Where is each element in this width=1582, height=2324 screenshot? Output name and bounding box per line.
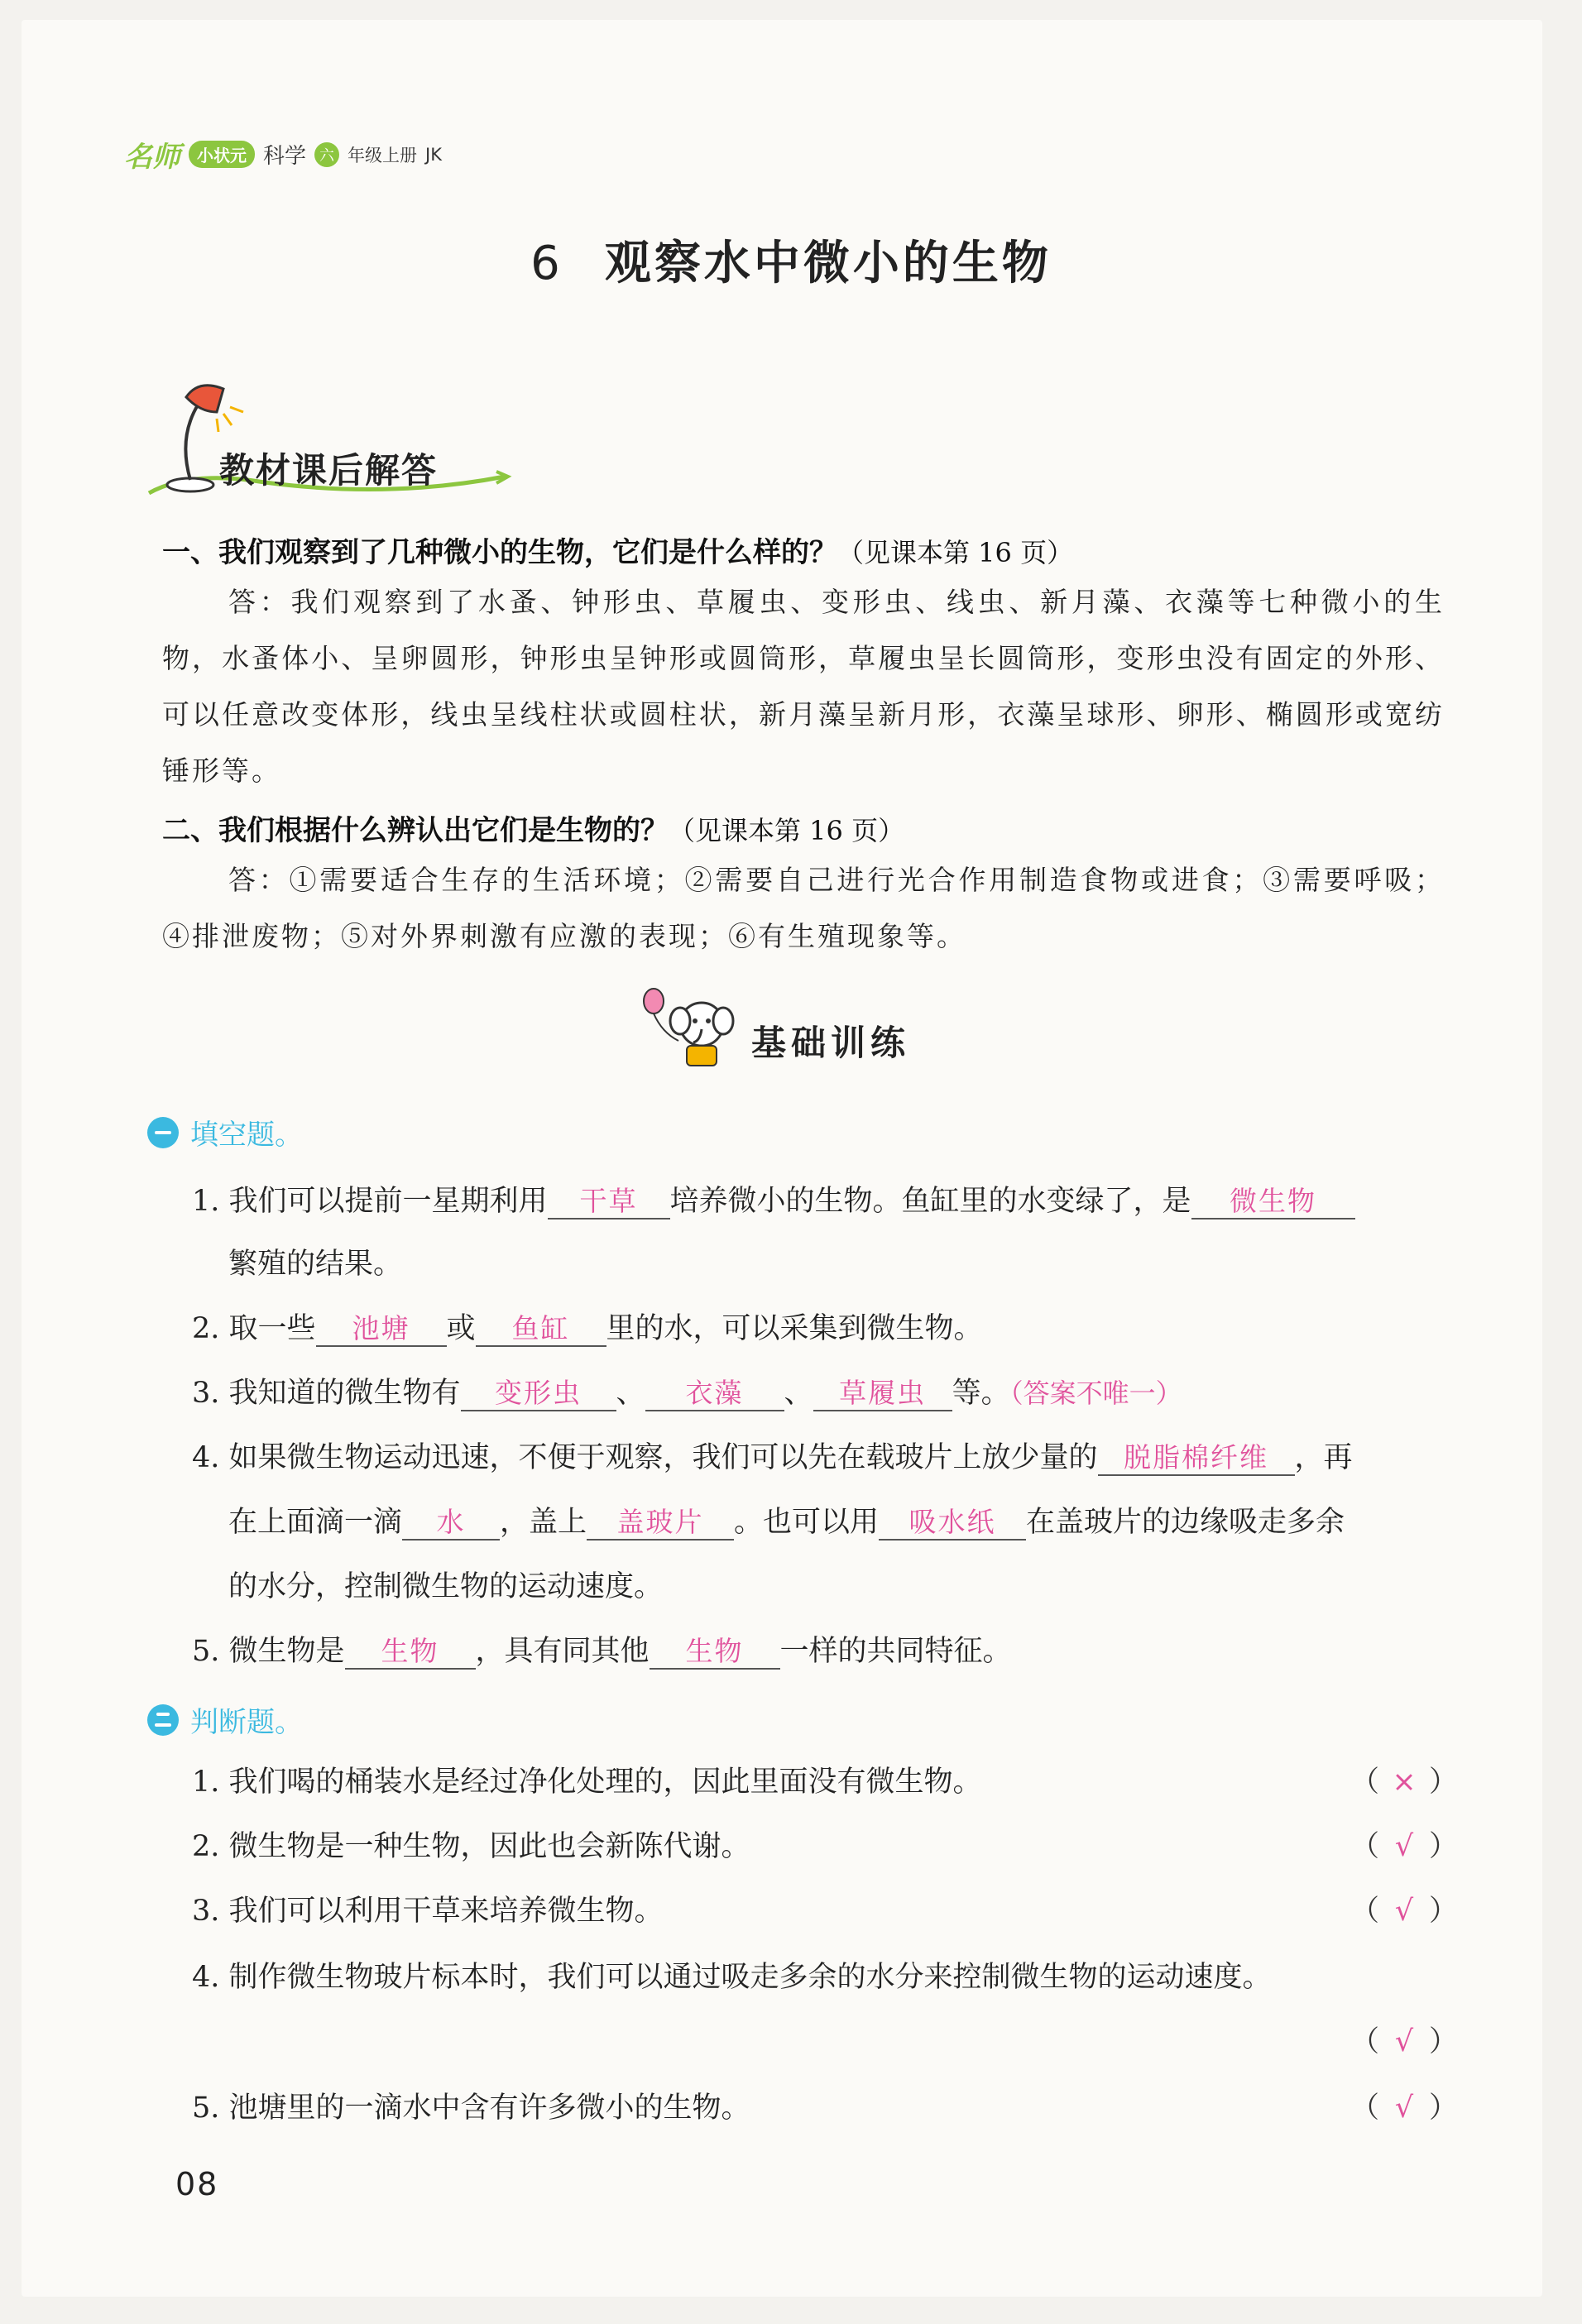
item-text: 4. 如果微生物运动迅速，不便于观察，我们可以先在载玻片上放少量的 (192, 1441, 1098, 1474)
question-ref: （见课本第 16 页） (669, 815, 905, 846)
item-text: ，盖上 (500, 1506, 587, 1539)
answer-blank[interactable]: 吸水纸 (879, 1506, 1026, 1541)
answer-value[interactable]: √ (1394, 1895, 1414, 1928)
fill-item-2 (192, 1312, 983, 1347)
answer-blank[interactable]: 变形虫 (461, 1377, 616, 1411)
item-text: 在盖玻片的边缘吸走多余 (1026, 1506, 1345, 1539)
item-text: 3. 我知道的微生物有 (192, 1377, 461, 1410)
item-text: 。也可以用 (734, 1506, 880, 1539)
page-number: 08 (175, 2166, 219, 2202)
question-2 (162, 807, 904, 848)
item-text: 5. 池塘里的一滴水中含有许多微小的生物。 (192, 2092, 750, 2125)
book-header (124, 134, 442, 175)
item-text: 、 (616, 1377, 645, 1410)
answer-blank[interactable]: 脱脂棉纤维 (1098, 1441, 1295, 1476)
fill-item-1-cont: 繁殖的结果。 (228, 1248, 403, 1281)
item-text: 里的水，可以采集到微生物。 (606, 1312, 983, 1345)
item-text: 5. 微生物是 (192, 1635, 345, 1668)
answer-blank[interactable]: 草履虫 (813, 1377, 952, 1411)
page-title (0, 227, 1582, 293)
section-title: 教材课后解答 (219, 450, 439, 491)
answer-blank[interactable]: 水 (402, 1506, 500, 1541)
part-label: 填空题。 (190, 1119, 303, 1152)
item-text: 在上面滴一滴 (228, 1506, 403, 1539)
elephant-balloon-icon (637, 983, 753, 1074)
question-1 (162, 529, 1073, 570)
answer-blank[interactable]: 池塘 (316, 1312, 447, 1347)
item-text: 3. 我们可以利用干草来培养微生物。 (192, 1895, 664, 1928)
brand-logo-badge: 小状元 (189, 141, 255, 168)
item-text: 等。 (952, 1377, 1010, 1410)
item-text: 2. 微生物是一种生物，因此也会新陈代谢。 (192, 1830, 750, 1863)
item-text: 1. 我们喝的桶装水是经过净化处理的，因此里面没有微生物。 (192, 1766, 982, 1799)
answer-blank[interactable]: 生物 (345, 1635, 476, 1670)
fill-item-3 (192, 1377, 1182, 1411)
answer-2: 答：①需要适合生存的生活环境；②需要自己进行光合作用制造食物或进食；③需要呼吸；④排泄废物；⑤对外界刺激有应激的表现；⑥有生殖现象等。 (162, 864, 1445, 952)
item-text: 或 (446, 1312, 476, 1345)
grade-badge: 六 (314, 142, 339, 167)
part-fill-blank-header (147, 1112, 303, 1152)
answer-value[interactable]: × (1392, 1766, 1417, 1799)
answer-blank[interactable]: 衣藻 (645, 1377, 784, 1411)
answer-value[interactable]: √ (1394, 1830, 1414, 1863)
fill-item-4-cont2: 的水分，控制微生物的运动速度。 (228, 1570, 664, 1603)
judge-item-1 (192, 1766, 1458, 1799)
part-judge-header (147, 1699, 303, 1740)
section-banner-training (637, 983, 968, 1074)
number-two-icon (147, 1704, 179, 1736)
number-one-icon (147, 1117, 179, 1148)
item-text: 1. 我们可以提前一星期利用 (192, 1185, 548, 1218)
answer-mark: （ √ ） (1349, 1830, 1458, 1863)
item-text: ，再 (1294, 1441, 1353, 1474)
judge-item-4 (192, 1961, 1458, 1994)
answer-mark: （ × ） (1349, 1766, 1458, 1799)
question-ref: （见课本第 16 页） (837, 537, 1074, 568)
part-label: 判断题。 (190, 1706, 303, 1739)
answer-value[interactable]: √ (1394, 2025, 1414, 2058)
edition-label: JK (425, 144, 442, 165)
page-sheet (22, 20, 1542, 2297)
answer-blank[interactable]: 微生物 (1191, 1185, 1355, 1220)
section-title: 基础训练 (751, 1023, 911, 1063)
fill-item-4-cont (228, 1506, 1345, 1541)
question-text: 一、我们观察到了几种微小的生物，它们是什么样的？ (162, 536, 837, 569)
fill-item-5 (192, 1635, 1012, 1670)
answer-value[interactable]: √ (1394, 2092, 1414, 2125)
judge-item-2 (192, 1830, 1458, 1863)
answer-note: （答案不唯一） (1009, 1378, 1182, 1409)
answer-blank[interactable]: 干草 (548, 1185, 670, 1220)
item-text: 培养微小的生物。鱼缸里的水变绿了，是 (669, 1185, 1191, 1218)
answer-1: 答：我们观察到了水蚤、钟形虫、草履虫、变形虫、线虫、新月藻、衣藻等七种微小的生物，水蚤体小、呈卵圆形，钟形虫呈钟形或圆筒形，草履虫呈长圆筒形，变形虫没有固定的外形、可以任意改变体形，线虫呈线柱状或圆柱状，新月藻呈新月形，衣藻呈球形、卵形、椭圆形或宽纺锤形等。 (162, 586, 1445, 787)
grade-label: 年级上册 (348, 145, 418, 165)
judge-item-3 (192, 1895, 1458, 1928)
item-text: 、 (784, 1377, 813, 1410)
item-text: 4. 制作微生物玻片标本时，我们可以通过吸走多余的水分来控制微生物的运动速度。 (192, 1961, 1272, 1994)
answer-mark: （ √ ） (1349, 1895, 1458, 1928)
answer-mark: （ √ ） (1349, 2025, 1458, 2058)
answer-blank[interactable]: 盖玻片 (587, 1506, 734, 1541)
item-text: ，具有同其他 (475, 1635, 650, 1668)
lesson-number: 6 (530, 237, 563, 290)
section-banner-textbook (141, 379, 530, 503)
answer-blank[interactable]: 生物 (650, 1635, 780, 1670)
item-text: 2. 取一些 (192, 1312, 316, 1345)
fill-item-1 (192, 1185, 1355, 1220)
judge-item-5 (192, 2092, 1458, 2125)
answer-mark: （ √ ） (1349, 2092, 1458, 2125)
item-text: 一样的共同特征。 (779, 1635, 1012, 1668)
brand-logo-text: 名师 (124, 141, 180, 174)
question-text: 二、我们根据什么辨认出它们是生物的？ (162, 814, 669, 847)
fill-item-4 (192, 1441, 1353, 1476)
lesson-title-text: 观察水中微小的生物 (604, 237, 1052, 290)
subject-label: 科学 (263, 144, 307, 169)
answer-blank[interactable]: 鱼缸 (476, 1312, 606, 1347)
